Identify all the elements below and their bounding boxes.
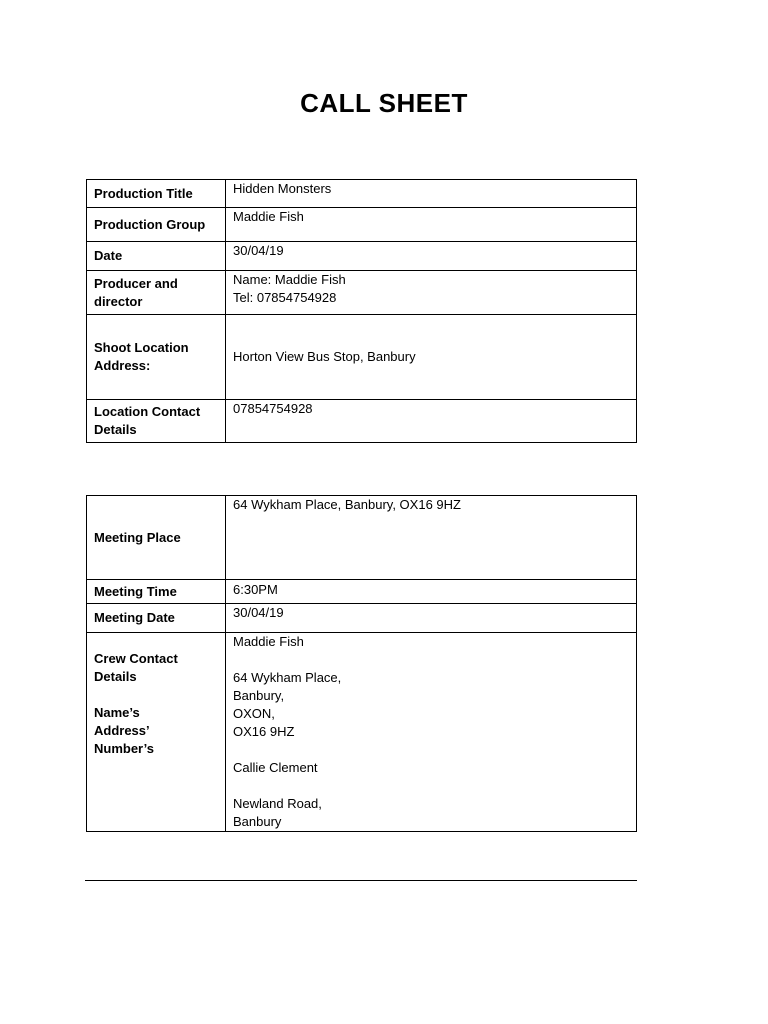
meeting-details-table: [86, 495, 637, 832]
table-row: [87, 580, 637, 604]
table-row: [87, 633, 637, 832]
production-title-value: Hidden Monsters: [226, 180, 637, 208]
producer-label: Producer and director: [87, 271, 226, 315]
footer-divider: [85, 880, 637, 881]
table-row: [87, 496, 637, 580]
table-row: [87, 180, 637, 208]
page-title: CALL SHEET: [300, 88, 468, 118]
table-row: [87, 271, 637, 315]
shoot-location-value: Horton View Bus Stop, Banbury: [226, 315, 637, 400]
date-label: Date: [87, 242, 226, 271]
crew-contact-value: Maddie Fish 64 Wykham Place, Banbury, OXON, OX16 9HZ Callie Clement Newland Road, Banbury: [226, 633, 637, 832]
meeting-date-label: Meeting Date: [87, 604, 226, 633]
table-row: [87, 400, 637, 443]
production-group-label: Production Group: [87, 208, 226, 242]
meeting-place-value: 64 Wykham Place, Banbury, OX16 9HZ: [226, 496, 637, 580]
meeting-time-label: Meeting Time: [87, 580, 226, 604]
shoot-location-label: Shoot Location Address:: [87, 315, 226, 400]
production-title-label: Production Title: [87, 180, 226, 208]
table-row: [87, 315, 637, 400]
date-value: 30/04/19: [226, 242, 637, 271]
location-contact-label: Location Contact Details: [87, 400, 226, 443]
producer-value: Name: Maddie Fish Tel: 07854754928: [226, 271, 637, 315]
meeting-time-value: 6:30PM: [226, 580, 637, 604]
location-contact-value: 07854754928: [226, 400, 637, 443]
meeting-place-label: Meeting Place: [87, 496, 226, 580]
crew-contact-label: Crew Contact Details Name’s Address’ Number’s: [87, 633, 226, 832]
production-details-table: [86, 179, 637, 443]
table-row: [87, 242, 637, 271]
table-row: [87, 604, 637, 633]
meeting-date-value: 30/04/19: [226, 604, 637, 633]
production-group-value: Maddie Fish: [226, 208, 637, 242]
table-row: [87, 208, 637, 242]
